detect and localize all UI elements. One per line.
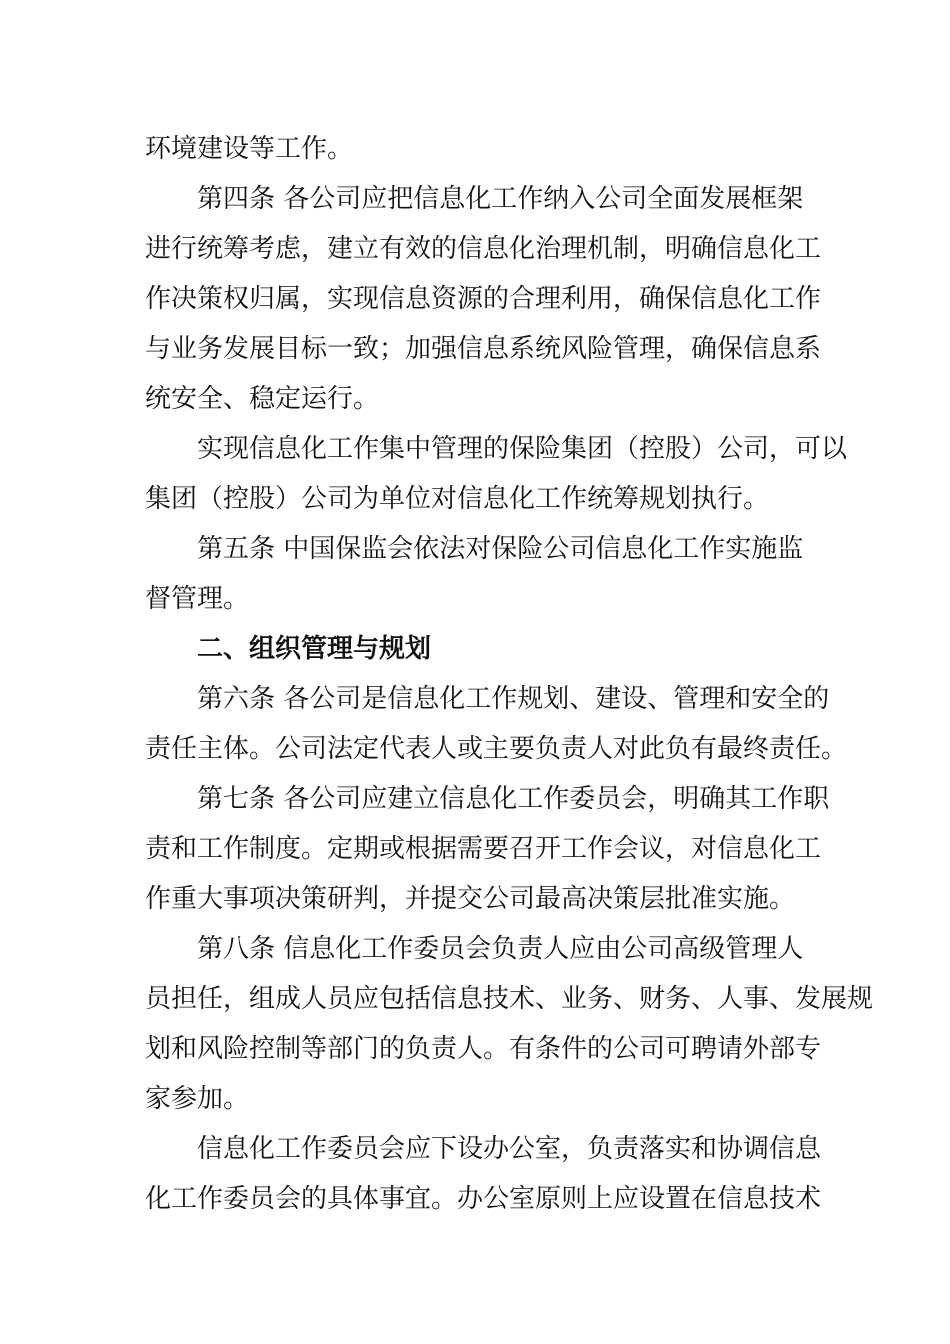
text-line: 与业务发展目标一致；加强信息系统风险管理，确保信息系 [145, 334, 822, 364]
text-line: 统安全、稳定运行。 [145, 384, 380, 414]
text-line: 进行统筹考虑，建立有效的信息化治理机制，明确信息化工 [145, 234, 822, 264]
text-line: 责任主体。公司法定代表人或主要负责人对此负有最终责任。 [145, 734, 848, 764]
article-4-line: 第四条 各公司应把信息化工作纳入公司全面发展框架 [197, 184, 804, 214]
text-line: 督管理。 [145, 584, 250, 614]
text-line: 环境建设等工作。 [145, 134, 354, 164]
text-line: 作重大事项决策研判，并提交公司最高决策层批准实施。 [145, 884, 796, 914]
text-line: 集团（控股）公司为单位对信息化工作统筹规划执行。 [145, 484, 770, 514]
text-line: 划和风险控制等部门的负责人。有条件的公司可聘请外部专 [145, 1034, 822, 1064]
document-body [145, 124, 874, 1224]
article-7-line: 第七条 各公司应建立信息化工作委员会，明确其工作职 [197, 784, 830, 814]
text-line: 责和工作制度。定期或根据需要召开工作会议，对信息化工 [145, 834, 822, 864]
article-5-line: 第五条 中国保监会依法对保险公司信息化工作实施监 [197, 534, 804, 564]
paragraph-line: 实现信息化工作集中管理的保险集团（控股）公司，可以 [197, 434, 848, 464]
text-line: 化工作委员会的具体事宜。办公室原则上应设置在信息技术 [145, 1184, 822, 1214]
text-line: 员担任，组成人员应包括信息技术、业务、财务、人事、发展规 [145, 984, 874, 1014]
text-line: 家参加。 [145, 1084, 250, 1114]
section-heading: 二、组织管理与规划 [197, 634, 432, 664]
article-6-line: 第六条 各公司是信息化工作规划、建设、管理和安全的 [197, 684, 830, 714]
article-8-line: 第八条 信息化工作委员会负责人应由公司高级管理人 [197, 934, 804, 964]
text-line: 作决策权归属，实现信息资源的合理利用，确保信息化工作 [145, 284, 822, 314]
paragraph-line: 信息化工作委员会应下设办公室，负责落实和协调信息 [197, 1134, 822, 1164]
